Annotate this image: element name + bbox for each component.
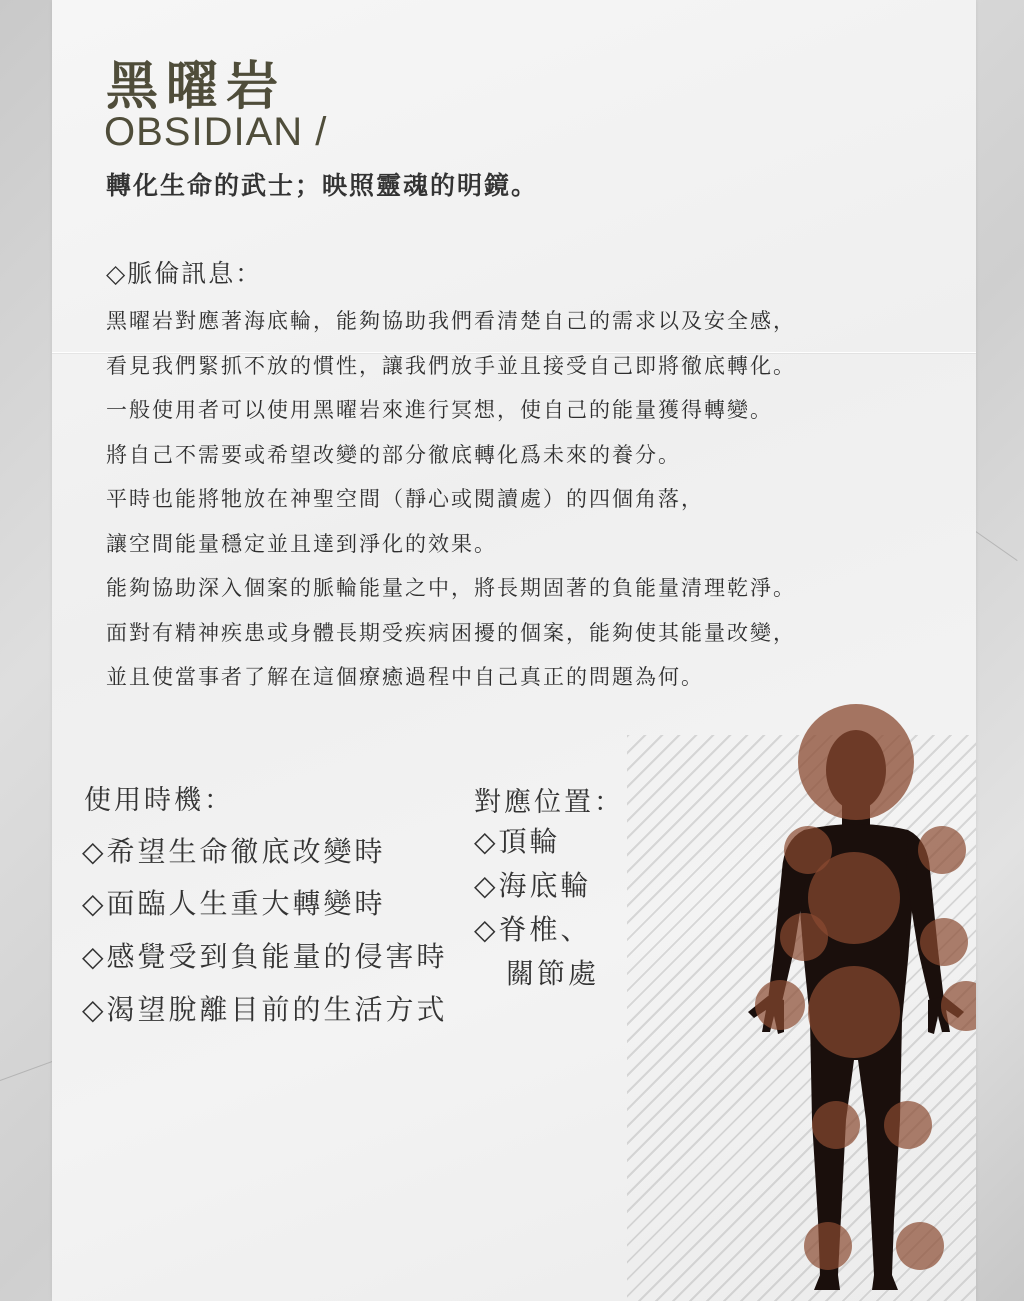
page-title-chinese: 黑曜岩 [106,56,287,117]
position-item: ◇脊椎、 [474,913,592,946]
crown-chakra-dot [798,704,914,820]
chakra-dots [755,704,976,1270]
root-chakra-dot [808,966,900,1058]
content-card [52,0,976,1301]
page-subtitle: 轉化生命的武士；映照靈魂的明鏡。 [106,171,539,200]
description-line: 能夠協助深入個案的脈輪能量之中，將長期固著的負能量清理乾淨。 [106,576,796,600]
usage-heading: 使用時機： [84,785,234,816]
usage-item: ◇渴望脫離目前的生活方式 [82,993,448,1026]
human-body-silhouette-icon [724,700,976,1301]
description-line: 看見我們緊抓不放的慣性，讓我們放手並且接受自己即將徹底轉化。 [106,353,796,378]
knee-left-dot [812,1101,860,1149]
position-heading: 對應位置： [474,787,624,818]
usage-item: ◇感覺受到負能量的侵害時 [82,940,448,973]
hand-left-dot [755,980,805,1030]
position-item: 關節處 [506,957,600,990]
chakra-section-heading: ◇脈倫訊息： [106,259,263,288]
description-line: 將自己不需要或希望改變的部分徹底轉化爲未來的養分。 [106,442,681,467]
ankle-left-dot [804,1222,852,1270]
description-line: 並且使當事者了解在這個療癒過程中自己真正的問題為何。 [106,665,704,689]
elbow-left-dot [780,913,828,961]
chakra-description [106,305,796,706]
shoulder-right-dot [918,826,966,874]
ankle-right-dot [896,1222,944,1270]
usage-item: ◇面臨人生重大轉變時 [82,887,386,920]
position-item: ◇海底輪 [474,869,592,902]
description-line: 一般使用者可以使用黑曜岩來進行冥想，使自己的能量獲得轉變。 [106,398,773,422]
usage-item: ◇希望生命徹底改變時 [82,835,386,868]
knee-right-dot [884,1101,932,1149]
position-item: ◇頂輪 [474,825,561,858]
description-line: 黑曜岩對應著海底輪，能夠協助我們看清楚自己的需求以及安全感， [106,309,796,333]
description-line: 平時也能將牠放在神聖空間（靜心或閱讀處）的四個角落， [106,487,704,511]
description-line: 面對有精神疾患或身體長期受疾病困擾的個案，能夠使其能量改變， [106,620,796,645]
description-line: 讓空間能量穩定並且達到淨化的效果。 [106,531,497,556]
elbow-right-dot [920,918,968,966]
page-title-english: OBSIDIAN / [104,110,328,154]
